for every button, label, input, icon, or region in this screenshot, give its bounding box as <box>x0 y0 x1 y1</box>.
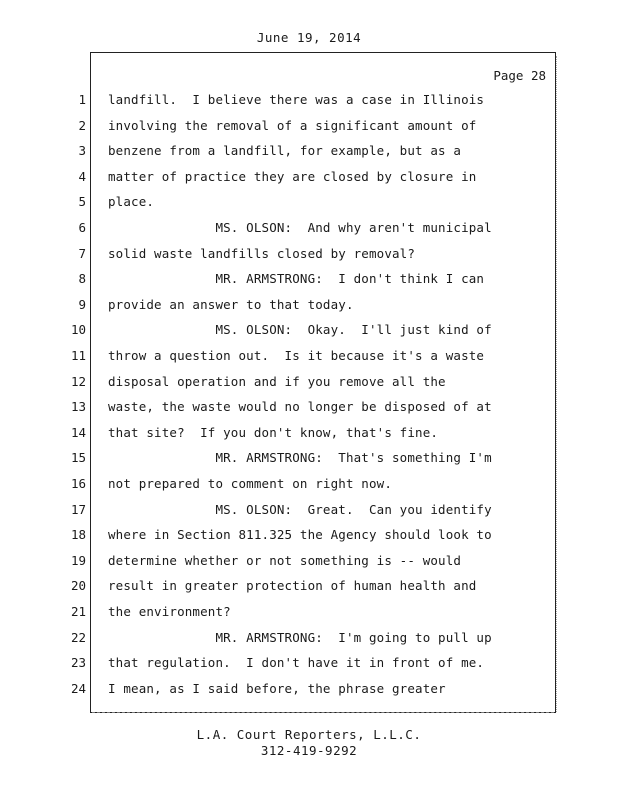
line-number: 3 <box>78 143 86 159</box>
transcript-line: determine whether or not something is -- would <box>108 552 462 568</box>
transcript-line: the environment? <box>108 604 231 619</box>
transcript-line: MR. ARMSTRONG: I don't think I can <box>108 271 485 287</box>
line-number: 21 <box>70 604 86 619</box>
right-margin-rule <box>556 56 563 712</box>
footer-company: L.A. Court Reporters, L.L.C. <box>196 727 422 742</box>
line-number: 17 <box>70 501 86 517</box>
line-number: 2 <box>78 117 86 133</box>
transcript-line: MS. OLSON: Great. Can you identify <box>108 501 492 517</box>
transcript-line: provide an answer to that today. <box>108 296 354 312</box>
transcript-line: result in greater protection of human health and <box>108 578 477 594</box>
line-number: 20 <box>70 578 86 594</box>
transcript-line: not prepared to comment on right now. <box>108 476 392 491</box>
line-number: 7 <box>78 245 86 261</box>
line-number: 6 <box>78 220 86 235</box>
header-date: June 19, 2014 <box>256 30 362 45</box>
line-number: 15 <box>70 450 86 466</box>
transcript-line: MR. ARMSTRONG: I'm going to pull up <box>108 629 492 645</box>
line-number: 19 <box>70 552 86 568</box>
line-number: 24 <box>70 680 86 696</box>
transcript-line: MR. ARMSTRONG: That's something I'm <box>108 450 492 466</box>
transcript-line: where in Section 811.325 the Agency should look to <box>108 527 492 543</box>
line-number: 11 <box>70 348 86 363</box>
line-number: 9 <box>78 296 86 312</box>
transcript-line: that regulation. I don't have it in front of me. <box>108 655 485 671</box>
line-number: 22 <box>70 629 86 645</box>
transcript-line: MS. OLSON: Okay. I'll just kind of <box>108 322 492 338</box>
footer-phone: 312-419-9292 <box>260 743 358 758</box>
frame-bottom-rule <box>92 712 554 717</box>
transcript-line: disposal operation and if you remove all the <box>108 373 446 389</box>
page-number: Page 28 <box>493 68 546 83</box>
transcript-line: solid waste landfills closed by removal? <box>108 245 416 261</box>
line-number: 1 <box>78 92 86 107</box>
line-number: 16 <box>70 476 86 491</box>
transcript-line: that site? If you don't know, that's fine. <box>108 424 439 440</box>
transcript-line: waste, the waste would no longer be disposed of at <box>108 399 492 415</box>
transcript-line: I mean, as I said before, the phrase greater <box>108 680 446 696</box>
line-number: 18 <box>70 527 86 543</box>
line-number: 13 <box>70 399 86 415</box>
line-number: 8 <box>78 271 86 287</box>
transcript-line: MS. OLSON: And why aren't municipal <box>108 220 492 235</box>
transcript-line: matter of practice they are closed by closure in <box>108 168 477 184</box>
transcript-line: throw a question out. Is it because it's a waste <box>108 348 485 363</box>
transcript-line: place. <box>108 194 155 210</box>
line-number: 10 <box>70 322 86 338</box>
transcript-line: benzene from a landfill, for example, but as a <box>108 143 462 159</box>
line-number: 4 <box>78 168 86 184</box>
line-number: 12 <box>70 373 86 389</box>
line-number: 14 <box>70 424 86 440</box>
transcript-line: involving the removal of a significant amount of <box>108 117 477 133</box>
line-number: 5 <box>78 194 86 210</box>
line-number: 23 <box>70 655 86 671</box>
transcript-line: landfill. I believe there was a case in Illinois <box>108 92 485 107</box>
